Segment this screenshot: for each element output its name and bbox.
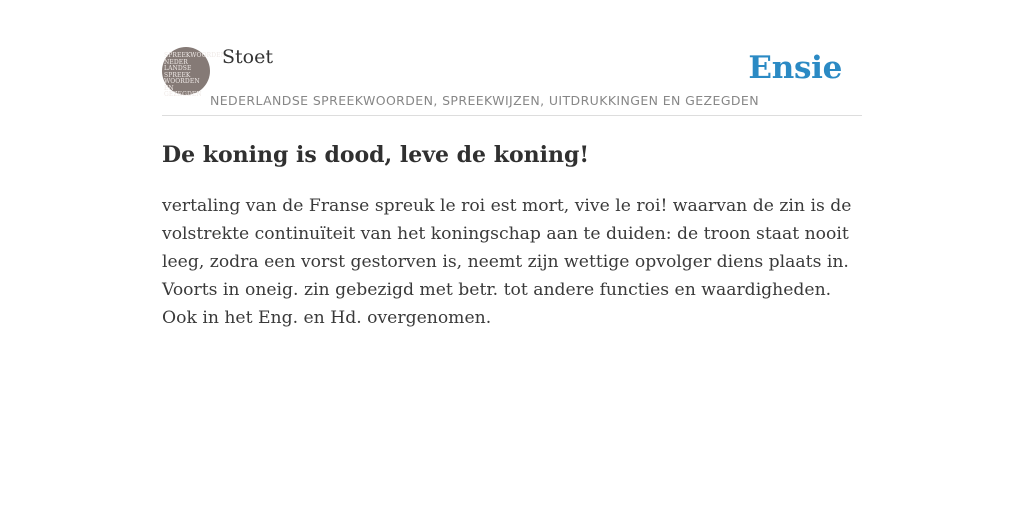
- entry-definition: vertaling van de Franse spreuk le roi est mort, vive le roi! waarvan de zin is de volstrekte continuïteit van het koningschap aan te duiden: de troon staat nooit leeg, zodra een vorst gestorven is, neemt zijn wettige opvolger diens plaats in. Voorts in oneig. zin gebezigd met betr. tot andere functies en waardigheden. Ook in het Eng. en Hd. overgenomen.: [162, 196, 852, 328]
- entry-title: De koning is dood, leve de koning!: [162, 142, 590, 168]
- source-title[interactable]: NEDERLANDSE SPREEKWOORDEN, SPREEKWIJZEN, UITDRUKKINGEN EN GEZEGDEN: [210, 93, 759, 108]
- brand-logo[interactable]: Ensie: [748, 50, 842, 86]
- book-cover-avatar: [162, 47, 226, 98]
- entry-card: [162, 0, 862, 332]
- book-cover-text: SPREEKWOORDEN NEDER LANDSE SPREEK WOORDEN EN GEZEGDEN: [164, 52, 226, 98]
- entry-header: [162, 0, 862, 116]
- author-name[interactable]: Stoet: [222, 46, 273, 68]
